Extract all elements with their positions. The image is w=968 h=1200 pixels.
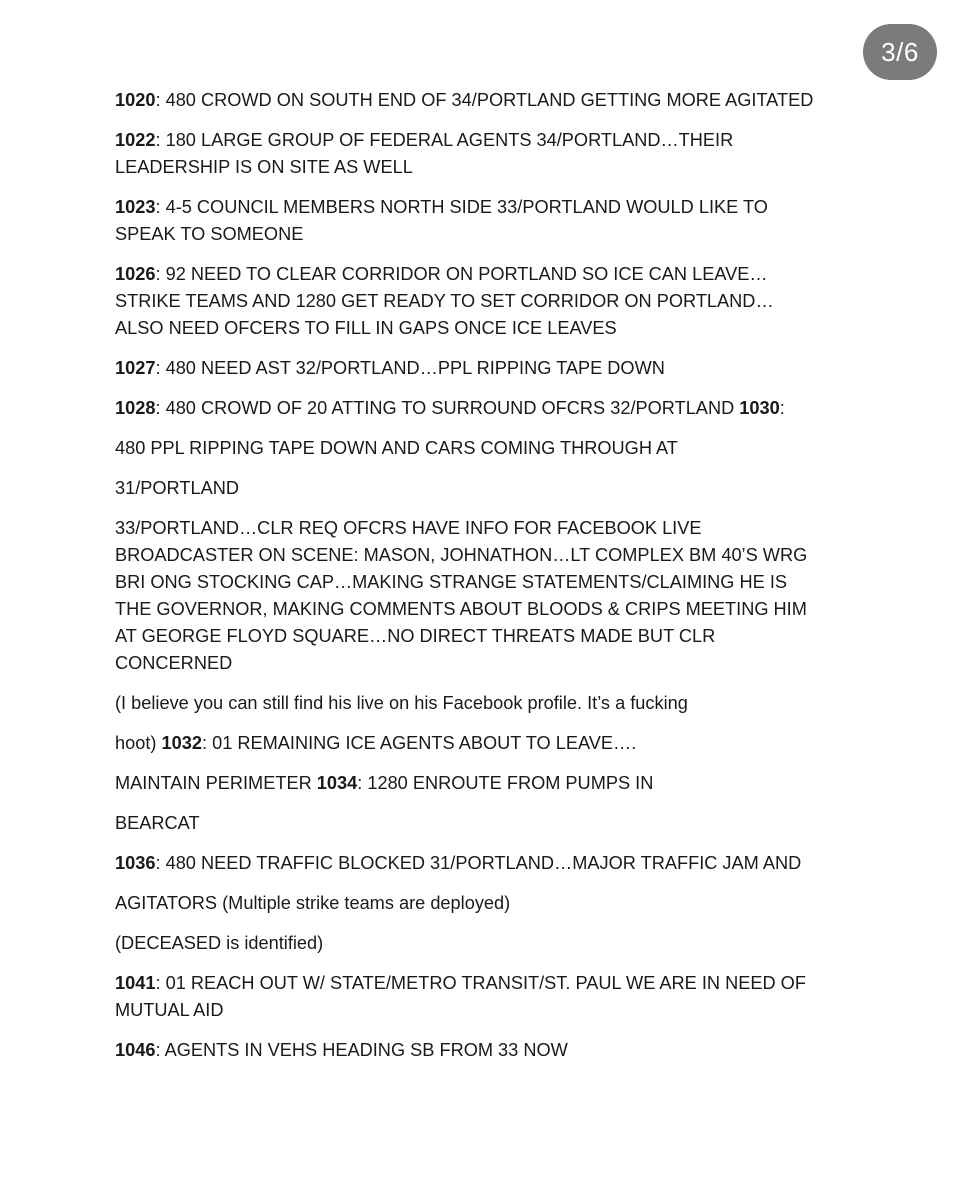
entry-text: : 01 REACH OUT W/ STATE/METRO TRANSIT/ST. PAUL WE ARE IN NEED OF MUTUAL AID: [115, 973, 806, 1020]
entry-text: : 480 CROWD ON SOUTH END OF 34/PORTLAND GETTING MORE AGITATED: [155, 90, 814, 110]
entry-text: : 480 NEED TRAFFIC BLOCKED 31/PORTLAND…MAJOR TRAFFIC JAM AND: [155, 853, 802, 873]
entry-time: 1023: [115, 197, 156, 217]
entry-text: : 92 NEED TO CLEAR CORRIDOR ON PORTLAND SO ICE CAN LEAVE…STRIKE TEAMS AND 1280 GET READY TO SET CORRIDOR ON PORTLAND…ALSO NEED OFCERS TO FILL IN GAPS ONCE ICE LEAVES: [115, 264, 774, 338]
entry-text: : 480 CROWD OF 20 ATTING TO SURROUND OFCRS 32/PORTLAND: [155, 398, 740, 418]
log-entry-1027: [115, 355, 875, 382]
entry-text: 33/PORTLAND…CLR REQ OFCRS HAVE INFO FOR FACEBOOK LIVE BROADCASTER ON SCENE: MASON, JOHNATHON…LT COMPLEX BM 40’S WRG BRI ONG STOCKING CAP…MAKING STRANGE STATEMENTS/CLAIMING HE IS THE GOVERNOR, MAKING COMMENTS ABOUT BLOODS & CRIPS MEETING HIM AT GEORGE FLOYD SQUARE…NO DIRECT THREATS MADE BUT CLR CONCERNED: [115, 518, 808, 673]
log-entry-1020: [115, 87, 875, 114]
log-entry-1028: [115, 395, 875, 422]
log-entry-1026: [115, 261, 801, 342]
log-entry-1023: [115, 194, 805, 248]
entry-text: : 480 NEED AST 32/PORTLAND…PPL RIPPING TAPE DOWN: [155, 358, 665, 378]
entry-time: 1041: [115, 973, 156, 993]
entry-text: AGITATORS (Multiple strike teams are deployed): [115, 893, 511, 913]
log-entry-1032: [115, 730, 875, 757]
log-entry-1041: [115, 970, 815, 1024]
log-document: [115, 87, 875, 1077]
log-entry-1034: [115, 770, 875, 797]
entry-text: : AGENTS IN VEHS HEADING SB FROM 33 NOW: [155, 1040, 568, 1060]
entry-text: 480 PPL RIPPING TAPE DOWN AND CARS COMING THROUGH AT: [115, 438, 678, 458]
log-entry-1022: [115, 127, 775, 181]
entry-text: BEARCAT: [115, 813, 200, 833]
entry-text: 31/PORTLAND: [115, 478, 239, 498]
entry-time-secondary: 1032: [161, 733, 202, 753]
commentary-line: [115, 690, 875, 717]
entry-time: 1027: [115, 358, 156, 378]
entry-text: (I believe you can still find his live on his Facebook profile. It’s a fucking: [115, 693, 688, 713]
page-counter-badge: 3/6: [863, 24, 937, 80]
entry-time: 1020: [115, 90, 156, 110]
log-entry-1046: [115, 1037, 875, 1064]
log-line: [115, 475, 875, 502]
log-paragraph: [115, 515, 825, 677]
entry-time: 1026: [115, 264, 156, 284]
entry-time: 1036: [115, 853, 156, 873]
entry-text: : 4-5 COUNCIL MEMBERS NORTH SIDE 33/PORTLAND WOULD LIKE TO SPEAK TO SOMEONE: [115, 197, 768, 244]
log-line: [115, 890, 875, 917]
log-line: [115, 435, 875, 462]
entry-text-secondary: : 01 REMAINING ICE AGENTS ABOUT TO LEAVE….: [201, 733, 637, 753]
entry-time-secondary: 1030: [739, 398, 780, 418]
log-entry-1036: [115, 850, 875, 877]
entry-text: (DECEASED is identified): [115, 933, 324, 953]
entry-text: hoot): [115, 733, 162, 753]
entry-text-secondary: : 1280 ENROUTE FROM PUMPS IN: [357, 773, 654, 793]
entry-text: : 180 LARGE GROUP OF FEDERAL AGENTS 34/PORTLAND…THEIR LEADERSHIP IS ON SITE AS WELL: [115, 130, 734, 177]
entry-text: MAINTAIN PERIMETER: [115, 773, 317, 793]
entry-text-secondary: :: [779, 398, 785, 418]
entry-time-secondary: 1034: [316, 773, 358, 793]
entry-time: 1022: [115, 130, 156, 150]
commentary-line: [115, 930, 875, 957]
log-line: [115, 810, 875, 837]
entry-time: 1028: [115, 398, 156, 418]
entry-time: 1046: [115, 1040, 156, 1060]
